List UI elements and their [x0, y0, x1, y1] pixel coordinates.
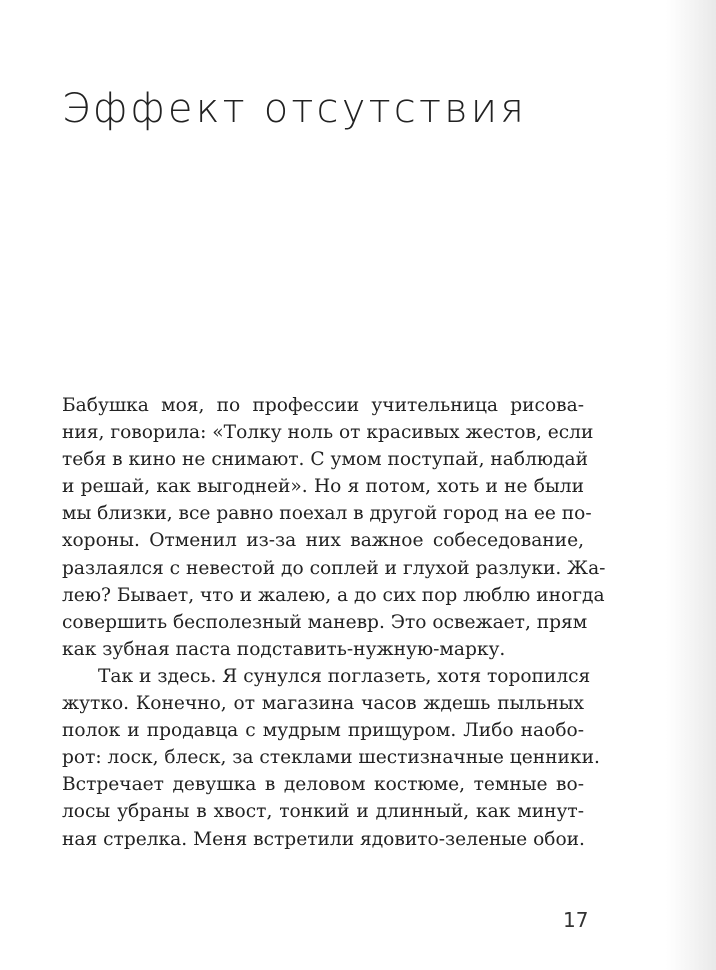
text-line: ния, говорила: «Толку ноль от красивых жестов, если	[62, 422, 594, 444]
text-line: жутко. Конечно, от магазина часов ждешь пыльных	[62, 693, 584, 715]
text-line: Так и здесь. Я сунулся поглазеть, хотя торопился	[98, 665, 591, 687]
body-text	[62, 392, 606, 853]
page-number: 17	[563, 908, 589, 932]
paragraph-1	[62, 392, 606, 663]
text-line: совершить бесполезный маневр. Это освежает, прям	[62, 611, 588, 633]
text-line: и решай, как выгодней». Но я потом, хоть и не были	[62, 476, 584, 498]
text-line: Бабушка моя, по профессии учительница рисова-	[62, 395, 584, 416]
text-line: тебя в кино не снимают. С умом поступай, наблюдай	[62, 449, 588, 471]
paragraph-2	[62, 663, 602, 853]
text-line: хороны. Отменил из-за них важное собеседование,	[62, 530, 584, 552]
text-line: лосы убраны в хвост, тонкий и длинный, как минут-	[62, 801, 584, 823]
text-line: лею? Бывает, что и жалею, а до сих пор люблю иногда	[62, 584, 605, 606]
text-line: разлаялся с невестой до соплей и глухой разлуки. Жа-	[62, 557, 606, 579]
text-line: рот: лоск, блеск, за стеклами шестизначные ценники.	[62, 747, 600, 769]
chapter-title: Эффект отсутствия	[62, 86, 528, 132]
text-line: полок и продавца с мудрым прищуром. Либо наобо-	[62, 720, 584, 742]
text-line: Встречает девушка в деловом костюме, темные во-	[62, 774, 584, 796]
text-line: ная стрелка. Меня встретили ядовито-зеленые обои.	[62, 828, 585, 850]
text-line: мы близки, все равно поехал в другой город на ее по-	[62, 503, 592, 525]
text-line: как зубная паста подставить-нужную-марку.	[62, 638, 506, 660]
